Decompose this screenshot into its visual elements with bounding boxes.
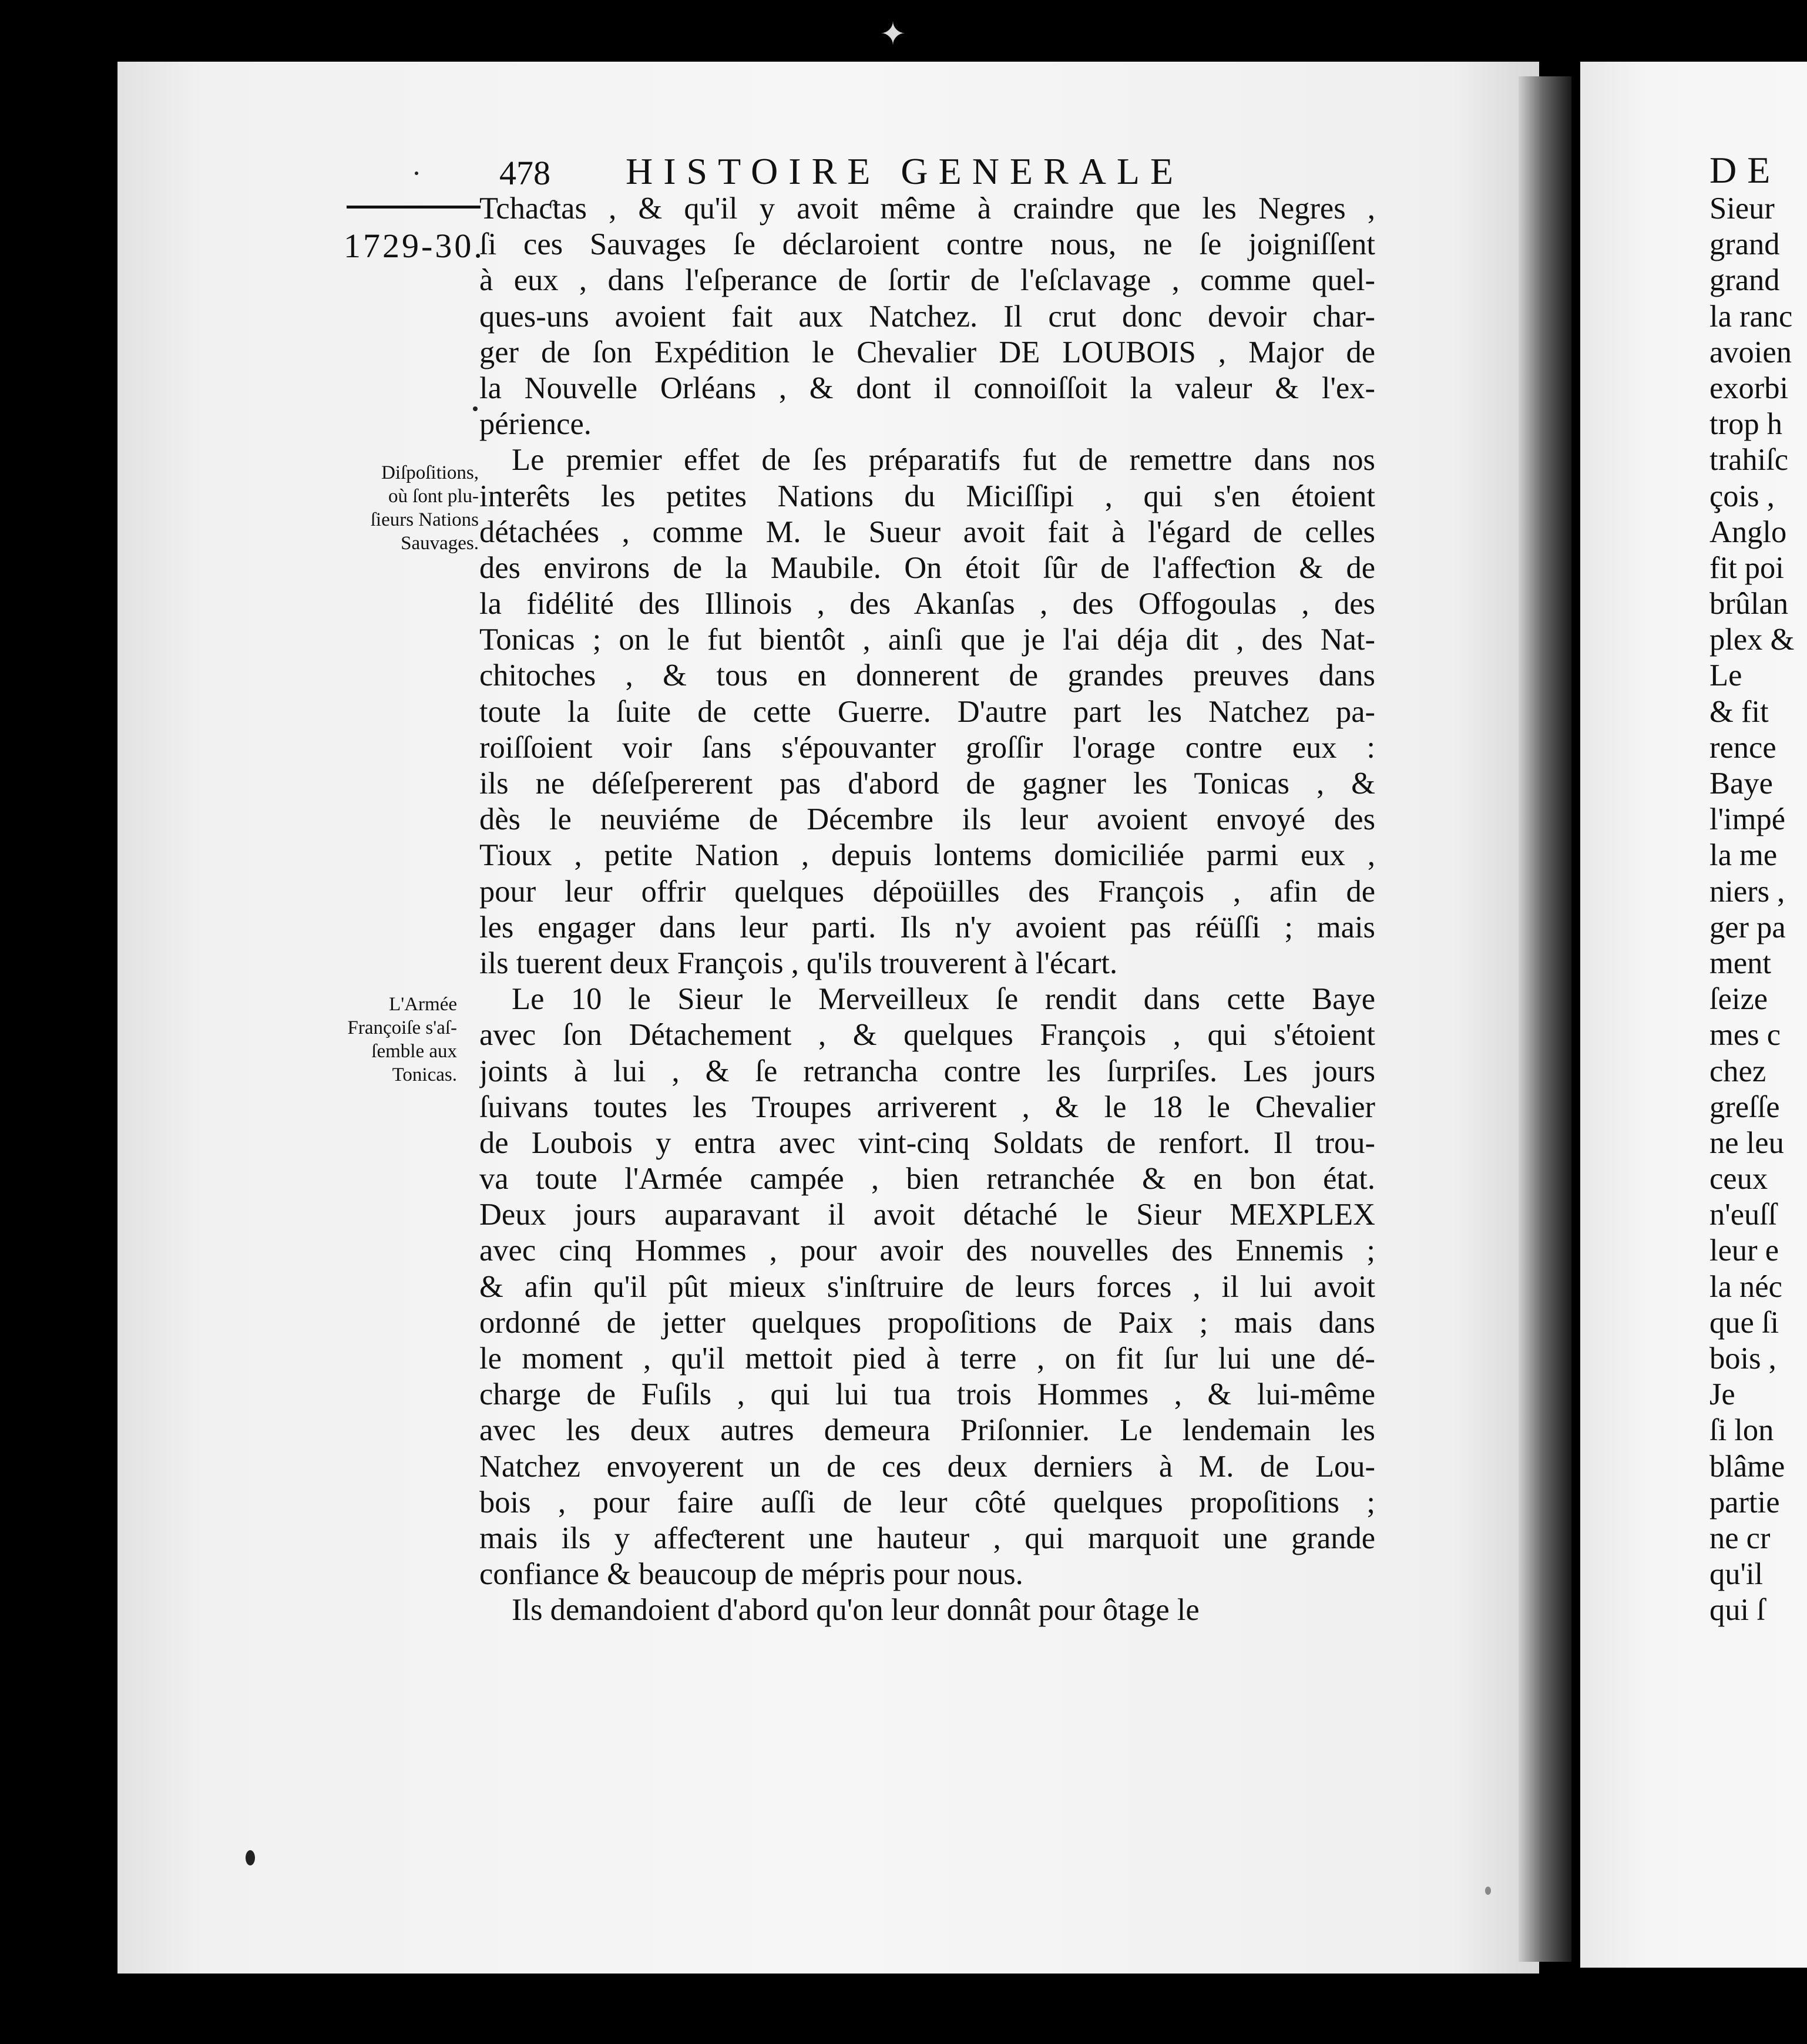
body-line: Tchaƈtas , & qu'il y avoit même à craindre que les Negres , [479,191,1375,226]
body-line: roiſſoient voir ſans s'épouvanter groſſir l'orage contre eux : [479,730,1375,765]
body-line: le moment , qu'il mettoit pied à terre , on fit ſur lui une dé- [479,1342,1375,1376]
body-line: & afin qu'il pût mieux s'inſtruire de leurs forces , il lui avoit [479,1269,1375,1304]
body-line: Le premier effet de ſes préparatifs fut de remettre dans nos [512,443,1375,478]
right-page-line: ne cr [1709,1521,1771,1555]
right-page-line: grand [1709,263,1780,298]
body-line: ils ne déſeſpererent pas d'abord de gagner les Tonicas , & [479,766,1375,801]
margin-note-dispositions [329,461,479,555]
body-line: détachées , comme M. le Sueur avoit fait à l'égard de celles [479,515,1375,549]
marginal-year: 1729-30. [344,227,485,265]
right-page-line: Sieur [1709,191,1775,226]
right-page-line: n'euſſ [1709,1198,1777,1232]
right-page-line: ſi lon [1709,1413,1774,1448]
body-line: ſi ces Sauvages ſe déclaroient contre nous, ne ſe joigniſſent [479,227,1375,262]
margin-note-line: ſieurs Nations [370,509,479,530]
body-line: pour leur offrir quelques dépoüilles des François , afin de [479,874,1375,909]
book-gutter [1519,76,1571,1962]
right-page-line: bois , [1709,1342,1776,1376]
body-line: Tioux , petite Nation , depuis lontems domiciliée parmi eux , [479,838,1375,873]
right-page-line: blâme [1709,1449,1785,1484]
margin-note-line: Françoiſe s'aſ- [347,1017,457,1038]
right-page-line: mes c [1709,1018,1781,1053]
body-line: mais ils y affeƈterent une hauteur , qui marquoit une grande [479,1521,1375,1555]
right-page-line: exorbi [1709,371,1789,405]
right-page-line: la me [1709,838,1778,873]
body-line: ques-uns avoient fait aux Natchez. Il crut donc devoir char- [479,299,1375,334]
body-line: Tonicas ; on le fut bientôt , ainſi que je l'ai déja dit , des Nat- [479,623,1375,657]
right-page-line: rence [1709,730,1776,765]
margin-note-line: ſemble aux [371,1041,457,1062]
right-page-line: ne leu [1709,1125,1784,1160]
margin-note-line: Sauvages. [401,533,479,554]
body-line: ſuivans toutes les Troupes arriverent , & le 18 le Chevalier [479,1090,1375,1124]
margin-note-line: Diſpoſitions, [381,462,479,483]
right-page-line: trahiſc [1709,443,1789,478]
right-page-line: ſeize [1709,982,1768,1017]
body-line: la fidélité des Illinois , des Akanſas , des Offogoulas , des [479,587,1375,621]
top-edge-ornament: ✦ [879,15,906,52]
right-page-line: & fit [1709,694,1769,729]
ink-speck [246,1850,255,1865]
body-line: à eux , dans l'eſperance de ſortir de l'eſclavage , comme quel- [479,263,1375,298]
body-line: joints à lui , & ſe retrancha contre les ſurpriſes. Les jours [479,1054,1375,1088]
right-page-line: qui ſ [1709,1593,1765,1628]
body-line: les engager dans leur parti. Ils n'y avoient pas réüſſi ; mais [479,910,1375,944]
right-page-line: Anglo [1709,515,1787,549]
right-page-line: Je [1709,1377,1735,1412]
ink-speck [1485,1887,1491,1895]
ink-speck [473,406,478,411]
body-line: avec ſon Détachement , & quelques François , qui s'étoient [479,1018,1375,1053]
body-text [479,191,1375,1629]
right-page-line: trop h [1709,407,1782,442]
right-page-line: brûlan [1709,587,1789,621]
right-page-line: la néc [1709,1269,1782,1304]
body-line: Natchez envoyerent un de ces deux derniers à M. de Lou- [479,1449,1375,1484]
right-page-line: greſſe [1709,1090,1780,1124]
right-page-line: ger pa [1709,910,1786,944]
right-page-line: l'impé [1709,802,1786,837]
body-line: toute la ſuite de cette Guerre. D'autre part les Natchez pa- [479,694,1375,729]
body-line: va toute l'Armée campée , bien retranchée & en bon état. [479,1162,1375,1196]
right-page-line: qu'il [1709,1557,1764,1592]
body-line: chitoches , & tous en donnerent de grandes preuves dans [479,658,1375,693]
body-line: ger de ſon Expédition le Chevalier DE LOUBOIS , Major de [479,335,1375,369]
margin-note-line: L'Armée [389,994,457,1015]
right-page-text [1709,150,1794,1629]
right-page-line: Le [1709,658,1742,693]
marginal-rule [347,206,481,209]
body-line: des environs de la Maubile. On étoit ſûr de l'affeƈtion & de [479,550,1375,585]
body-line: avec les deux autres demeura Priſonnier. Le lendemain les [479,1413,1375,1448]
right-page-line: que ſi [1709,1305,1779,1340]
right-page-line: chez [1709,1054,1766,1088]
running-head-title: HISTOIRE GENERALE [626,150,1184,192]
body-line: avec cinq Hommes , pour avoir des nouvelles des Ennemis ; [479,1233,1375,1268]
body-line: bois , pour faire auſſi de leur côté quelques propoſitions ; [479,1485,1375,1519]
body-line: Deux jours auparavant il avoit détaché le Sieur MEXPLEX [479,1198,1375,1232]
right-page-line: partie [1709,1485,1780,1519]
body-line: charge de Fuſils , qui lui tua trois Hommes , & lui-même [479,1377,1375,1412]
right-page-line: Baye [1709,766,1773,801]
page-number: 478 [499,154,550,192]
margin-note-armee [317,993,457,1087]
ink-speck [415,172,418,175]
body-line: ils tuerent deux François , qu'ils trouverent à l'écart. [479,946,1118,980]
right-page-line: grand [1709,227,1780,262]
right-page-line: avoien [1709,335,1792,369]
right-page-line: ment [1709,946,1771,980]
right-page-line: ceux [1709,1162,1768,1196]
margin-note-line: Tonicas. [392,1064,457,1085]
body-line: la Nouvelle Orléans , & dont il connoiſſoit la valeur & l'ex- [479,371,1375,405]
right-page-line: çois , [1709,479,1775,513]
right-page-line: plex & [1709,623,1795,657]
body-line: ordonné de jetter quelques propoſitions de Paix ; mais dans [479,1305,1375,1340]
right-page-line: la ranc [1709,299,1793,334]
body-line: périence. [479,407,592,442]
body-line: Le 10 le Sieur le Merveilleux ſe rendit dans cette Baye [512,982,1375,1017]
right-page-line: niers , [1709,874,1785,909]
body-line: de Loubois y entra avec vint-cinq Soldats de renfort. Il trou- [479,1125,1375,1160]
body-line: dès le neuviéme de Décembre ils leur avoient envoyé des [479,802,1375,837]
body-line: Ils demandoient d'abord qu'on leur donnât pour ôtage le [512,1593,1200,1628]
right-running-head: DE [1709,149,1781,191]
right-page-line: fit poi [1709,550,1784,585]
right-page-line: leur e [1709,1233,1779,1268]
body-line: confiance & beaucoup de mépris pour nous. [479,1557,1023,1592]
body-line: interêts les petites Nations du Miciſſipi , qui s'en étoient [479,479,1375,513]
margin-note-line: où ſont plu- [388,486,479,507]
